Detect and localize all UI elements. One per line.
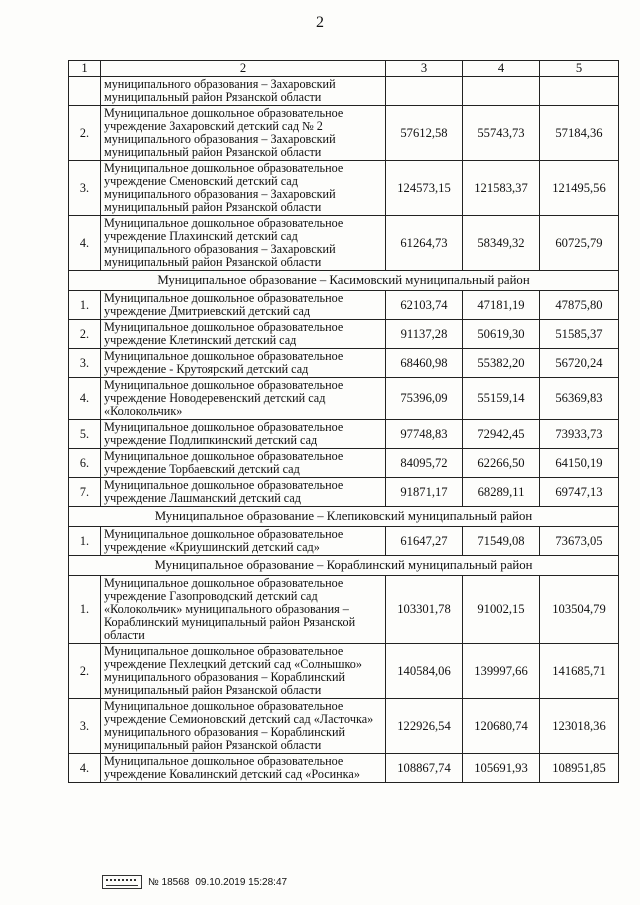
- value-col-4: 105691,93: [463, 754, 540, 783]
- value-col-4: 139997,66: [463, 644, 540, 699]
- header-row: [69, 61, 619, 77]
- header-cell-4: 4: [463, 61, 540, 77]
- institution-name: Муниципальное дошкольное образовательное учреждение Подлипкинский детский сад: [101, 420, 386, 449]
- table-row: [69, 161, 619, 216]
- row-number: 6.: [69, 449, 101, 478]
- table-row: [69, 449, 619, 478]
- row-number: 3.: [69, 699, 101, 754]
- value-col-3: 91137,28: [386, 320, 463, 349]
- stamp-icon: [102, 875, 142, 889]
- section-row: [69, 271, 619, 291]
- value-col-4: 55159,14: [463, 378, 540, 420]
- value-col-5: 47875,80: [540, 291, 619, 320]
- table-row: [69, 216, 619, 271]
- value-col-4: 50619,30: [463, 320, 540, 349]
- table-row: [69, 291, 619, 320]
- row-number: 1.: [69, 291, 101, 320]
- value-col-3: 57612,58: [386, 106, 463, 161]
- value-col-4: 55382,20: [463, 349, 540, 378]
- institution-name: Муниципальное дошкольное образовательное учреждение Семионовский детский сад «Ласточка» муниципального образования – Кораблинский муниципальный район Рязанской области: [101, 699, 386, 754]
- institution-name: Муниципальное дошкольное образовательное учреждение «Криушинский детский сад»: [101, 527, 386, 556]
- row-number: 3.: [69, 349, 101, 378]
- value-col-5: 56369,83: [540, 378, 619, 420]
- row-number: [69, 77, 101, 106]
- institution-name: Муниципальное дошкольное образовательное учреждение Сменовский детский сад муниципального образования – Захаровский муниципальный район Рязанской области: [101, 161, 386, 216]
- value-col-4: 68289,11: [463, 478, 540, 507]
- section-title-kasimov: Муниципальное образование – Касимовский муниципальный район: [69, 271, 619, 291]
- table-row: [69, 349, 619, 378]
- value-col-4: 62266,50: [463, 449, 540, 478]
- table-row: [69, 644, 619, 699]
- document-number: № 18568: [148, 876, 190, 888]
- institution-name: Муниципальное дошкольное образовательное учреждение Захаровский детский сад № 2 муниципального образования – Захаровский муниципальный район Рязанской области: [101, 106, 386, 161]
- value-col-3: 122926,54: [386, 699, 463, 754]
- table-row: [69, 478, 619, 507]
- institution-name: Муниципальное дошкольное образовательное учреждение Ковалинский детский сад «Росинка»: [101, 754, 386, 783]
- institution-name: Муниципальное дошкольное образовательное учреждение - Крутоярский детский сад: [101, 349, 386, 378]
- row-number: 5.: [69, 420, 101, 449]
- institution-name: Муниципальное дошкольное образовательное учреждение Газопроводский детский сад «Колокольчик» муниципального образования – Кораблинский муниципальный район Рязанской области: [101, 576, 386, 644]
- value-col-4: 120680,74: [463, 699, 540, 754]
- value-col-4: 55743,73: [463, 106, 540, 161]
- value-col-4: 121583,37: [463, 161, 540, 216]
- value-col-3: 62103,74: [386, 291, 463, 320]
- table-row: [69, 754, 619, 783]
- institution-name: Муниципальное дошкольное образовательное учреждение Новодеревенский детский сад «Колокольчик»: [101, 378, 386, 420]
- row-number: 2.: [69, 106, 101, 161]
- value-col-5: 121495,56: [540, 161, 619, 216]
- row-number: 1.: [69, 527, 101, 556]
- table-row: [69, 320, 619, 349]
- value-col-3: 124573,15: [386, 161, 463, 216]
- value-col-3: 103301,78: [386, 576, 463, 644]
- value-col-5: 64150,19: [540, 449, 619, 478]
- table-row: [69, 576, 619, 644]
- section-title-korablino: Муниципальное образование – Кораблинский муниципальный район: [69, 556, 619, 576]
- value-col-3: 84095,72: [386, 449, 463, 478]
- row-number: 4.: [69, 378, 101, 420]
- value-col-3: 68460,98: [386, 349, 463, 378]
- value-col-4: 91002,15: [463, 576, 540, 644]
- section-title-klepiki: Муниципальное образование – Клепиковский муниципальный район: [69, 507, 619, 527]
- value-col-3: 108867,74: [386, 754, 463, 783]
- table-row: [69, 420, 619, 449]
- footer: [102, 875, 287, 889]
- value-col-5: 73673,05: [540, 527, 619, 556]
- value-col-5: 60725,79: [540, 216, 619, 271]
- header-cell-2: 2: [101, 61, 386, 77]
- row-number: 1.: [69, 576, 101, 644]
- value-col-5: 57184,36: [540, 106, 619, 161]
- value-col-5: 73933,73: [540, 420, 619, 449]
- value-col-3: 61264,73: [386, 216, 463, 271]
- row-number: 2.: [69, 644, 101, 699]
- section-row: [69, 556, 619, 576]
- continuation-row: [69, 77, 619, 106]
- row-number: 4.: [69, 754, 101, 783]
- value-col-5: 51585,37: [540, 320, 619, 349]
- section-row: [69, 507, 619, 527]
- value-col-5: 108951,85: [540, 754, 619, 783]
- header-cell-3: 3: [386, 61, 463, 77]
- value-col-5: 69747,13: [540, 478, 619, 507]
- page-number: 2: [316, 14, 324, 31]
- row-number: 7.: [69, 478, 101, 507]
- institution-name: Муниципальное дошкольное образовательное учреждение Пехлецкий детский сад «Солнышко» муниципального образования – Кораблинский муниципальный район Рязанской области: [101, 644, 386, 699]
- institution-name: Муниципальное дошкольное образовательное учреждение Торбаевский детский сад: [101, 449, 386, 478]
- table-row: [69, 699, 619, 754]
- header-cell-1: 1: [69, 61, 101, 77]
- value-col-5: 103504,79: [540, 576, 619, 644]
- row-number: 3.: [69, 161, 101, 216]
- header-cell-5: 5: [540, 61, 619, 77]
- data-table: [68, 60, 619, 783]
- table-row: [69, 106, 619, 161]
- value-col-4: 72942,45: [463, 420, 540, 449]
- document-datetime: 09.10.2019 15:28:47: [195, 876, 288, 888]
- institution-name: Муниципальное дошкольное образовательное учреждение Клетинский детский сад: [101, 320, 386, 349]
- table-row: [69, 378, 619, 420]
- value-col-4: 71549,08: [463, 527, 540, 556]
- value-col-3: 140584,06: [386, 644, 463, 699]
- value-col-5: 123018,36: [540, 699, 619, 754]
- value-col-5: 56720,24: [540, 349, 619, 378]
- value-col-5: 141685,71: [540, 644, 619, 699]
- institution-name: Муниципальное дошкольное образовательное учреждение Плахинский детский сад муниципального образования – Захаровский муниципальный район Рязанской области: [101, 216, 386, 271]
- institution-name: Муниципальное дошкольное образовательное учреждение Лашманский детский сад: [101, 478, 386, 507]
- value-col-4: 58349,32: [463, 216, 540, 271]
- value-col-4: 47181,19: [463, 291, 540, 320]
- table-row: [69, 527, 619, 556]
- row-number: 4.: [69, 216, 101, 271]
- institution-name: Муниципальное дошкольное образовательное учреждение Дмитриевский детский сад: [101, 291, 386, 320]
- table-body: [69, 61, 619, 783]
- value-col-3: 61647,27: [386, 527, 463, 556]
- value-col-3: 75396,09: [386, 378, 463, 420]
- value-col-3: 91871,17: [386, 478, 463, 507]
- value-col-3: 97748,83: [386, 420, 463, 449]
- row-number: 2.: [69, 320, 101, 349]
- continuation-text: муниципального образования – Захаровский муниципальный район Рязанской области: [101, 77, 386, 106]
